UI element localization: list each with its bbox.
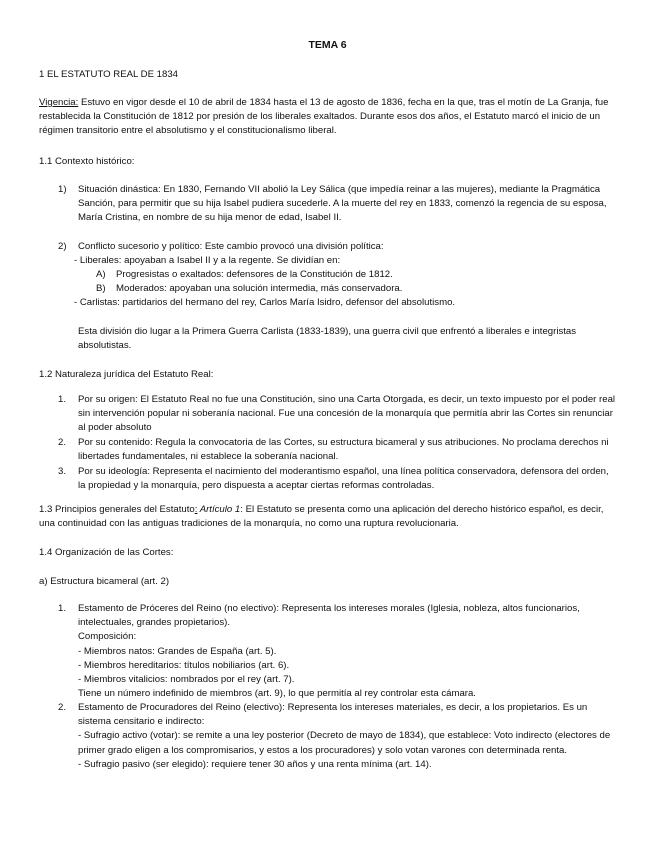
section-1-1-heading: 1.1 Contexto histórico: xyxy=(39,156,135,167)
proceres-block xyxy=(78,602,618,701)
miembros-hereditarios: - Miembros hereditarios: títulos nobiliarios (art. 6). xyxy=(78,659,290,671)
list-number: 1. xyxy=(58,603,67,614)
colon: : xyxy=(194,504,198,515)
estructura-bicameral-heading: a) Estructura bicameral (art. 2) xyxy=(39,576,170,587)
sufragio-activo: - Sufragio activo (votar): se remite a una ley posterior (Decreto de mayo de 1834), que establece: Voto indirecto (electores de primer grado eligen a los compromisarios, y estos a los procuradores) y solo votan varones con determinada renta. xyxy=(78,730,611,756)
section-1-3-label: 1.3 Principios generales del Estatuto xyxy=(39,504,195,515)
carlistas-line: - Carlistas: partidarios del hermano del rey, Carlos María Isidro, defensor del absolutismo. xyxy=(74,297,456,308)
section-1-3-paragraph xyxy=(39,503,617,531)
list-letter: A) xyxy=(96,269,106,280)
articulo-1: Artículo 1 xyxy=(197,504,241,515)
section-1-4-heading: 1.4 Organización de las Cortes: xyxy=(39,547,174,558)
moderados-line: Moderados: apoyaban una solución intermedia, más conservadora. xyxy=(116,283,403,294)
numero-indefinido: Tiene un número indefinido de miembros (art. 9), lo que permitía al rey controlar esta cámara. xyxy=(78,688,476,700)
vigencia-label: Vigencia: xyxy=(39,97,79,108)
list-number: 2. xyxy=(58,702,67,713)
list-number: 1. xyxy=(58,394,67,405)
ideologia-text: Por su ideología: Representa el nacimiento del moderantismo español, una línea política conservadora, defensora del orden, la propiedad y la monarquía, pero dispuesta a aceptar ciertas reformas controladas. xyxy=(78,466,609,492)
proceres-heading: Estamento de Próceres del Reino (no electivo): Representa los intereses morales (Iglesia, nobleza, altos funcionarios, intelectuales, grandes propietarios). xyxy=(78,603,580,629)
progresistas-line: Progresistas o exaltados: defensores de la Constitución de 1812. xyxy=(116,269,393,280)
guerra-carlista-paragraph: Esta división dio lugar a la Primera Guerra Carlista (1833-1839), una guerra civil que enfrentó a liberales e integristas absolutistas. xyxy=(78,326,577,352)
list-letter: B) xyxy=(96,283,106,294)
list-number: 2. xyxy=(58,437,67,448)
procuradores-block xyxy=(78,701,618,772)
composicion-label: Composición: xyxy=(78,631,137,643)
origen-text: Por su origen: El Estatuto Real no fue una Constitución, sino una Carta Otorgada, es decir, un texto impuesto por el poder real sin intervención popular ni soberanía nacional. Fue una concesión de la monarquía que permitía abrir las Cortes sin renunciar al poder absoluto xyxy=(78,394,616,434)
liberales-line: - Liberales: apoyaban a Isabel II y a la regente. Se dividían en: xyxy=(74,255,341,266)
list-number: 2) xyxy=(58,241,67,252)
sufragio-pasivo: - Sufragio pasivo (ser elegido): requiere tener 30 años y una renta mínima (art. 14). xyxy=(78,758,432,770)
vigencia-text: Estuvo en vigor desde el 10 de abril de 1834 hasta el 13 de agosto de 1836, fecha en la que, tras el motín de La Granja, fue restablecida la Constitución de 1812 por presión de los liberales exaltados. Durante esos dos años, el Estatuto marcó el inicio de un régimen transitorio entre el absolutismo y el constitucionalismo liberal. xyxy=(39,97,609,137)
list-number: 1) xyxy=(58,184,67,195)
list-number: 3. xyxy=(58,466,67,477)
section-1-2-heading: 1.2 Naturaleza jurídica del Estatuto Real: xyxy=(39,369,214,380)
conflicto-sucesorio-text: Conflicto sucesorio y político: Este cambio provocó una división política: xyxy=(78,241,384,252)
section-1-heading: 1 EL ESTATUTO REAL DE 1834 xyxy=(39,69,178,80)
document-title: TEMA 6 xyxy=(308,39,347,51)
procuradores-heading: Estamento de Procuradores del Reino (electivo): Representa los intereses materiales, es decir, a los propietarios. Es un sistema censitario e indirecto: xyxy=(78,702,588,728)
contenido-text: Por su contenido: Regula la convocatoria de las Cortes, su estructura bicameral y sus atribuciones. No proclama derechos ni libertades fundamentales, ni establece la soberanía nacional. xyxy=(78,437,609,463)
situacion-dinastica-text: Situación dinástica: En 1830, Fernando VII abolió la Ley Sálica (que impedía reinar a las mujeres), mediante la Pragmática Sanción, para permitir que su hija Isabel pudiera sucederle. A la muerte del rey en 1833, comenzó la regencia de su esposa, María Cristina, en nombre de su hija menor de edad, Isabel II. xyxy=(78,184,607,224)
principios-text: : El Estatuto se presenta como una aplicación del derecho histórico español, es decir, una continuidad con las antiguas tradiciones de la monarquía, no como una ruptura revolucionaria. xyxy=(39,504,604,530)
miembros-vitalicios: - Miembros vitalicios: nombrados por el rey (art. 7). xyxy=(78,674,295,686)
vigencia-paragraph xyxy=(39,96,617,139)
miembros-natos: - Miembros natos: Grandes de España (art. 5). xyxy=(78,645,277,657)
